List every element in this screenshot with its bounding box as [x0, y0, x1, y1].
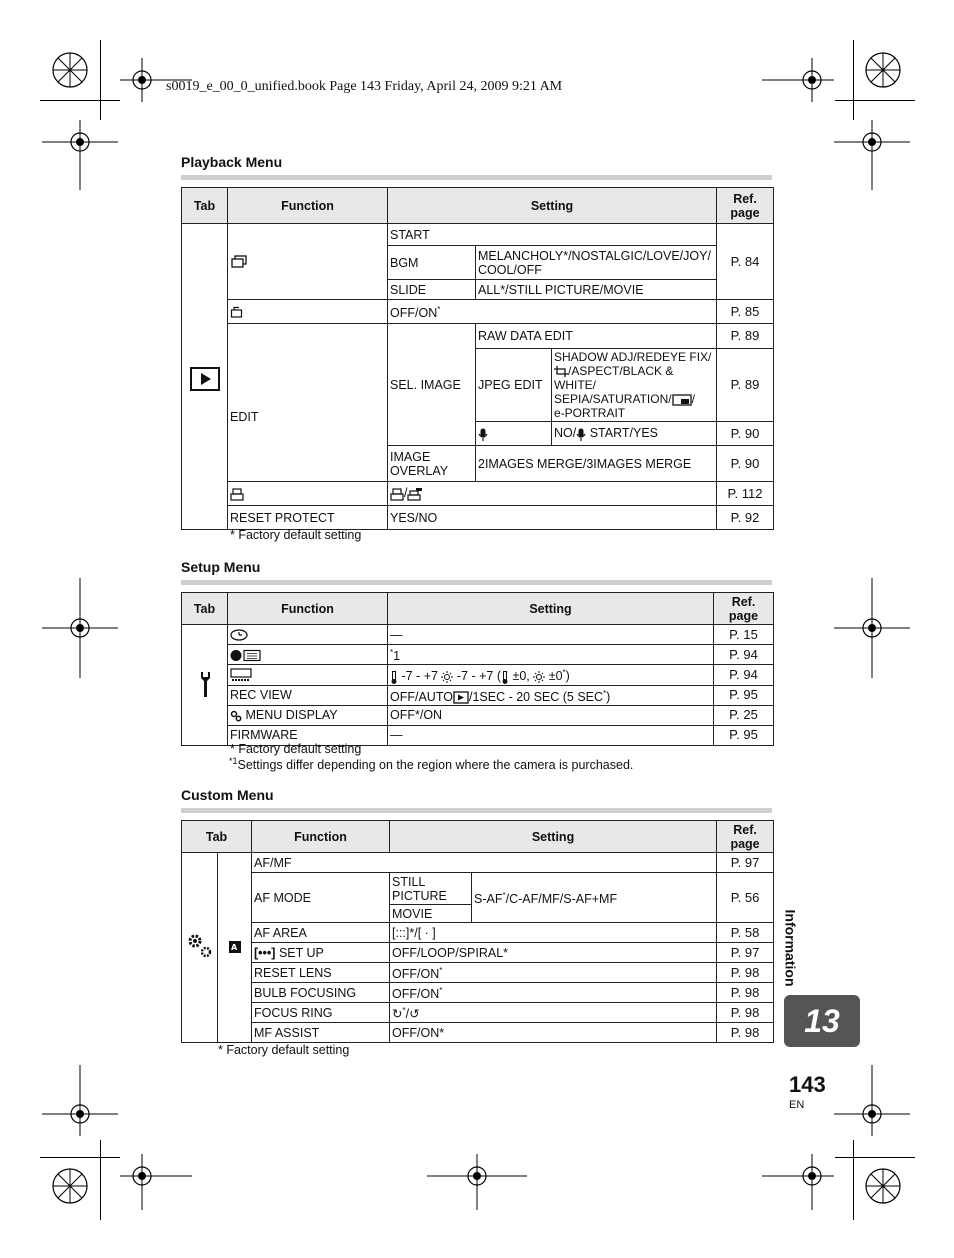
- footnote-region: $^{*1}$Settings differ depending on the region where the camera is purchased.: [229, 756, 634, 773]
- ref-page: P. 98: [717, 1003, 774, 1023]
- microphone-icon: [478, 428, 488, 441]
- afarea-function: AF AREA: [252, 923, 390, 943]
- jpeg-edit-label: JPEG EDIT: [476, 349, 552, 422]
- movie-label: MOVIE: [390, 905, 472, 923]
- ref-page: P. 85: [717, 300, 774, 324]
- bgm-label: BGM: [388, 246, 476, 280]
- table-row: [182, 506, 774, 530]
- table-row: [182, 1023, 774, 1043]
- table-row: [182, 324, 774, 349]
- voice-value: NO/ START/YES: [552, 422, 717, 446]
- table-row: [182, 300, 774, 324]
- ref-page: P. 97: [717, 853, 774, 873]
- ref-page: P. 112: [717, 482, 774, 506]
- col-function: Function: [228, 188, 388, 224]
- section-rule: [181, 175, 772, 180]
- firmware-function: FIRMWARE: [228, 725, 388, 745]
- clock-function: [228, 625, 388, 645]
- monitor-value: -7 - +7 -7 - +7 ( ±0, ±0*): [388, 665, 714, 685]
- ref-page: P. 90: [717, 446, 774, 482]
- rotate-icon: [230, 306, 244, 318]
- table-row: [182, 645, 774, 665]
- custom-gear-icon: [230, 710, 242, 722]
- playback-menu-table: [181, 187, 774, 530]
- print-order-function: [228, 482, 388, 506]
- sel-image-label: SEL. IMAGE: [388, 324, 476, 446]
- table-header-row: [182, 593, 774, 625]
- ref-page: P. 58: [717, 923, 774, 943]
- playback-icon: [453, 691, 469, 704]
- language-icon: [230, 649, 262, 662]
- footnote: * Factory default setting: [230, 528, 362, 542]
- reset-protect-function: RESET PROTECT: [228, 506, 388, 530]
- reset-protect-value: YES/NO: [388, 506, 717, 530]
- jpeg-edit-options: SHADOW ADJ/REDEYE FIX/ /ASPECT/BLACK & WHITE/ SEPIA/SATURATION/ / e-PORTRAIT: [552, 349, 717, 422]
- svg-text:A: A: [230, 943, 237, 953]
- ref-page: P. 84: [717, 224, 774, 300]
- ref-page: P. 89: [717, 349, 774, 422]
- ref-page: P. 56: [717, 873, 774, 923]
- image-overlay-label: IMAGE OVERLAY: [388, 446, 476, 482]
- ref-page: P. 98: [717, 1023, 774, 1043]
- monitor-function: [228, 665, 388, 685]
- voice-function: [476, 422, 552, 446]
- menu-display-value: OFF*/ON: [388, 705, 714, 725]
- af-setup-function: [•••] SET UP: [252, 943, 390, 963]
- ref-page: P. 15: [714, 625, 774, 645]
- ref-page: P. 94: [714, 645, 774, 665]
- table-row: [182, 963, 774, 983]
- col-ref: Ref. page: [717, 188, 774, 224]
- col-setting: Setting: [390, 821, 717, 853]
- crop-icon: [554, 366, 568, 377]
- print-icon: [390, 488, 404, 501]
- table-row: [182, 943, 774, 963]
- col-tab: Tab: [182, 821, 252, 853]
- thermometer-icon: [390, 671, 398, 684]
- table-row: [182, 482, 774, 506]
- chapter-side-label: Information: [782, 909, 799, 987]
- custom-menu-table: [181, 820, 774, 1043]
- image-overlay-value: 2IMAGES MERGE/3IMAGES MERGE: [476, 446, 717, 482]
- ref-page: P. 98: [717, 963, 774, 983]
- microphone-icon: [576, 428, 586, 441]
- brightness-icon: [441, 671, 453, 683]
- resize-icon: [672, 394, 692, 406]
- reset-lens-value: OFF/ON*: [390, 963, 717, 983]
- footnote: * Factory default setting: [218, 1043, 350, 1057]
- section-rule: [181, 580, 772, 585]
- custom-menu-title: Custom Menu: [181, 787, 274, 803]
- chapter-tab: 13: [784, 995, 860, 1047]
- table-row: [182, 1003, 774, 1023]
- rotate-value: OFF/ON*: [388, 300, 717, 324]
- af-tab-icon: [228, 940, 242, 954]
- table-row: [182, 923, 774, 943]
- focus-ring-function: FOCUS RING: [252, 1003, 390, 1023]
- ref-page: P. 89: [717, 324, 774, 349]
- rec-view-function: REC VIEW: [228, 685, 388, 705]
- mf-assist-function: MF ASSIST: [252, 1023, 390, 1043]
- afmode-value: S-AF*/C-AF/MF/S-AF+MF: [472, 873, 717, 923]
- page-number: 143: [789, 1072, 826, 1097]
- still-picture-label: STILL PICTURE: [390, 873, 472, 905]
- thermometer-icon: [501, 671, 509, 684]
- bgm-value: MELANCHOLY*/NOSTALGIC/LOVE/JOY/ COOL/OFF: [476, 246, 717, 280]
- col-tab: Tab: [182, 593, 228, 625]
- table-header-row: [182, 821, 774, 853]
- af-subtab-cell: [218, 853, 252, 1043]
- ref-page: P. 94: [714, 665, 774, 685]
- edit-function: EDIT: [228, 324, 388, 482]
- firmware-value: —: [388, 725, 714, 745]
- col-ref: Ref. page: [717, 821, 774, 853]
- table-row: [182, 705, 774, 725]
- ref-page: P. 92: [717, 506, 774, 530]
- footnote: * Factory default setting: [230, 742, 362, 756]
- rec-view-value: OFF/AUTO /1SEC - 20 SEC (5 SEC*): [388, 685, 714, 705]
- table-row: [182, 625, 774, 645]
- table-row: [182, 665, 774, 685]
- slideshow-function: [228, 224, 388, 300]
- ref-page: P. 98: [717, 983, 774, 1003]
- col-setting: Setting: [388, 593, 714, 625]
- focus-ring-value: ↻*/↺: [390, 1003, 717, 1023]
- col-function: Function: [252, 821, 390, 853]
- table-row: [182, 873, 774, 905]
- ref-page: P. 95: [714, 685, 774, 705]
- raw-edit: RAW DATA EDIT: [476, 324, 717, 349]
- wrench-icon: [197, 670, 213, 698]
- bulb-focusing-value: OFF/ON*: [390, 983, 717, 1003]
- print-header: s0019_e_00_0_unified.book Page 143 Friday, April 24, 2009 9:21 AM: [166, 79, 563, 94]
- slide-label: SLIDE: [388, 280, 476, 300]
- afarea-value: [:::]*/[ · ]: [390, 923, 717, 943]
- col-tab: Tab: [182, 188, 228, 224]
- slideshow-icon: [230, 255, 248, 269]
- rotate-function: [228, 300, 388, 324]
- clock-icon: [230, 629, 248, 641]
- clock-value: —: [388, 625, 714, 645]
- table-row: [182, 983, 774, 1003]
- ref-page: P. 25: [714, 705, 774, 725]
- slide-value: ALL*/STILL PICTURE/MOVIE: [476, 280, 717, 300]
- ref-page: P. 90: [717, 422, 774, 446]
- playback-icon: [190, 367, 220, 391]
- language-function: [228, 645, 388, 665]
- custom-gear-icon: [186, 932, 214, 960]
- menu-display-function: MENU DISPLAY: [228, 705, 388, 725]
- bulb-focusing-function: BULB FOCUSING: [252, 983, 390, 1003]
- col-setting: Setting: [388, 188, 717, 224]
- playback-menu-title: Playback Menu: [181, 154, 283, 170]
- playback-tab-cell: [182, 224, 228, 530]
- afmode-function: AF MODE: [252, 873, 390, 923]
- language-value: *1: [388, 645, 714, 665]
- setup-tab-cell: [182, 625, 228, 746]
- mf-assist-value: OFF/ON*: [390, 1023, 717, 1043]
- brightness-icon: [533, 671, 545, 683]
- slideshow-start: START: [388, 224, 717, 246]
- table-row: [182, 224, 774, 246]
- setup-menu-table: [181, 592, 774, 746]
- language-code: EN: [789, 1099, 805, 1111]
- monitor-adjust-icon: [230, 668, 252, 682]
- print-icon: [230, 488, 244, 501]
- table-header-row: [182, 188, 774, 224]
- reset-lens-function: RESET LENS: [252, 963, 390, 983]
- print-order-value: /: [388, 482, 717, 506]
- col-function: Function: [228, 593, 388, 625]
- af-setup-value: OFF/LOOP/SPIRAL*: [390, 943, 717, 963]
- ref-page: P. 97: [717, 943, 774, 963]
- table-row: [182, 853, 774, 873]
- setup-menu-title: Setup Menu: [181, 559, 261, 575]
- section-rule: [181, 808, 772, 813]
- custom-tab-cell: [182, 853, 218, 1043]
- table-row: [182, 685, 774, 705]
- print-all-icon: [407, 488, 423, 501]
- col-ref: Ref. page: [714, 593, 774, 625]
- afmf-function: AF/MF: [252, 853, 717, 873]
- ref-page: P. 95: [714, 725, 774, 745]
